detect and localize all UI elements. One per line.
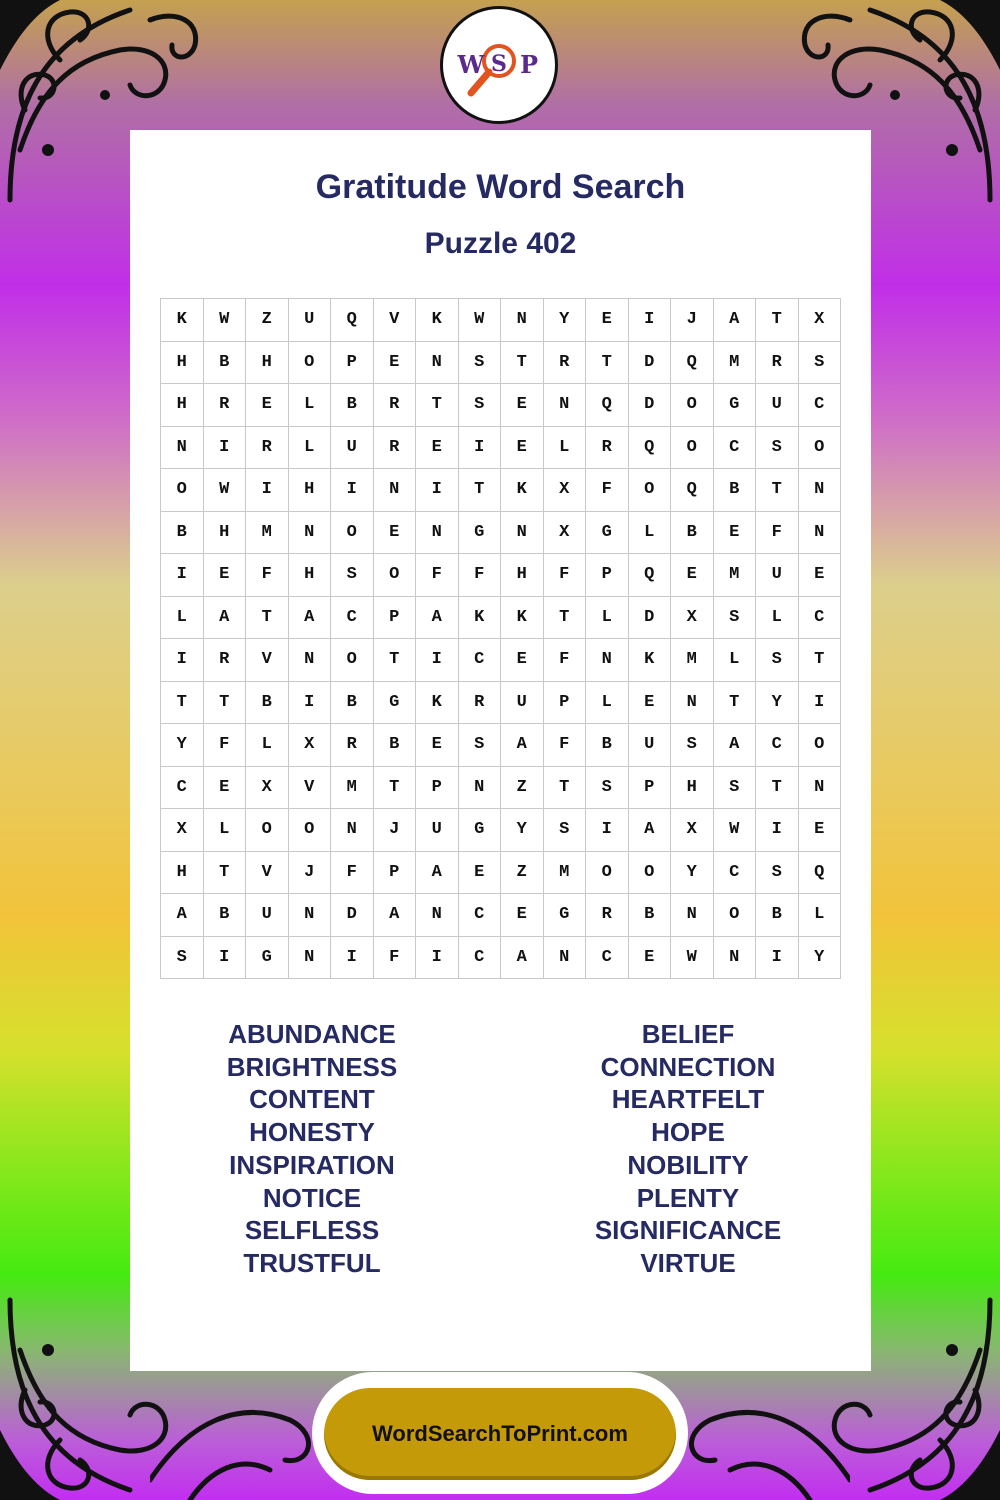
word-list-item: CONNECTION	[600, 1051, 776, 1082]
grid-cell[interactable]: C	[459, 639, 502, 682]
grid-cell[interactable]: O	[586, 852, 629, 895]
grid-cell[interactable]: N	[289, 937, 332, 980]
grid-cell[interactable]: B	[671, 512, 714, 555]
grid-cell[interactable]: K	[459, 597, 502, 640]
grid-cell[interactable]: R	[544, 342, 587, 385]
grid-cell[interactable]: I	[246, 469, 289, 512]
grid-cell[interactable]: F	[204, 724, 247, 767]
grid-cell[interactable]: K	[416, 682, 459, 725]
grid-cell[interactable]: D	[331, 894, 374, 937]
grid-cell[interactable]: Q	[671, 342, 714, 385]
word-list-item: SIGNIFICANCE	[594, 1215, 782, 1246]
word-list-right	[548, 1018, 828, 1280]
grid-cell[interactable]: K	[501, 597, 544, 640]
grid-cell[interactable]: J	[289, 852, 332, 895]
grid-cell[interactable]: E	[629, 937, 672, 980]
grid-cell[interactable]: G	[586, 512, 629, 555]
grid-cell[interactable]: X	[246, 767, 289, 810]
grid-cell[interactable]: I	[331, 469, 374, 512]
grid-cell[interactable]: G	[459, 512, 502, 555]
grid-cell[interactable]: P	[629, 767, 672, 810]
grid-cell[interactable]: O	[629, 852, 672, 895]
grid-cell[interactable]: U	[756, 384, 799, 427]
grid-cell[interactable]: K	[501, 469, 544, 512]
grid-cell[interactable]: C	[459, 894, 502, 937]
grid-cell[interactable]: S	[161, 937, 204, 980]
grid-cell[interactable]: A	[374, 894, 417, 937]
grid-cell[interactable]: T	[756, 469, 799, 512]
word-list-item: HEARTFELT	[611, 1084, 765, 1115]
word-list-item: HOPE	[651, 1117, 725, 1148]
grid-cell[interactable]: T	[246, 597, 289, 640]
grid-cell[interactable]: M	[714, 342, 757, 385]
grid-cell[interactable]: L	[629, 512, 672, 555]
grid-cell[interactable]: N	[416, 342, 459, 385]
puzzle-number: Puzzle 402	[424, 227, 577, 260]
word-list-item: HONESTY	[249, 1117, 375, 1148]
grid-cell[interactable]: N	[331, 809, 374, 852]
word-list-item: NOBILITY	[627, 1149, 749, 1180]
grid-cell[interactable]: I	[629, 299, 672, 342]
grid-cell[interactable]: W	[671, 937, 714, 980]
grid-cell[interactable]: U	[289, 299, 332, 342]
grid-cell[interactable]: N	[374, 469, 417, 512]
grid-cell[interactable]: T	[544, 767, 587, 810]
grid-cell[interactable]: A	[416, 852, 459, 895]
grid-cell[interactable]: X	[161, 809, 204, 852]
grid-cell[interactable]: H	[501, 554, 544, 597]
grid-cell[interactable]: T	[374, 639, 417, 682]
grid-cell[interactable]: G	[459, 809, 502, 852]
grid-cell[interactable]: D	[629, 597, 672, 640]
grid-cell[interactable]: T	[799, 639, 842, 682]
grid-cell[interactable]: S	[714, 597, 757, 640]
grid-cell[interactable]: X	[289, 724, 332, 767]
grid-cell[interactable]: M	[246, 512, 289, 555]
grid-cell[interactable]: R	[459, 682, 502, 725]
grid-cell[interactable]: B	[246, 682, 289, 725]
grid-cell[interactable]: Z	[501, 852, 544, 895]
grid-cell[interactable]: O	[246, 809, 289, 852]
logo-letter-s: S	[491, 51, 507, 77]
grid-cell[interactable]: E	[714, 512, 757, 555]
grid-cell[interactable]: P	[374, 852, 417, 895]
grid-cell[interactable]: U	[246, 894, 289, 937]
grid-cell[interactable]: I	[289, 682, 332, 725]
grid-cell[interactable]: K	[416, 299, 459, 342]
grid-cell[interactable]: I	[459, 427, 502, 470]
grid-cell[interactable]: R	[586, 427, 629, 470]
grid-cell[interactable]: B	[756, 894, 799, 937]
grid-cell[interactable]: I	[161, 639, 204, 682]
grid-cell[interactable]: O	[289, 809, 332, 852]
grid-cell[interactable]: U	[416, 809, 459, 852]
grid-cell[interactable]: U	[756, 554, 799, 597]
grid-cell[interactable]: Y	[756, 682, 799, 725]
grid-cell[interactable]: E	[459, 852, 502, 895]
grid-cell[interactable]: G	[246, 937, 289, 980]
grid-cell[interactable]: A	[629, 809, 672, 852]
grid-cell[interactable]: O	[714, 894, 757, 937]
grid-cell[interactable]: Y	[501, 809, 544, 852]
grid-cell[interactable]: F	[331, 852, 374, 895]
grid-cell[interactable]: I	[799, 682, 842, 725]
grid-cell[interactable]: I	[586, 809, 629, 852]
grid-cell[interactable]: N	[459, 767, 502, 810]
grid-cell[interactable]: F	[416, 554, 459, 597]
grid-cell[interactable]: N	[671, 894, 714, 937]
grid-cell[interactable]: E	[501, 894, 544, 937]
grid-cell[interactable]: O	[799, 427, 842, 470]
grid-cell[interactable]: O	[289, 342, 332, 385]
grid-cell[interactable]: E	[586, 299, 629, 342]
grid-cell[interactable]: G	[374, 682, 417, 725]
grid-cell[interactable]: W	[204, 299, 247, 342]
grid-cell[interactable]: Q	[331, 299, 374, 342]
grid-cell[interactable]: S	[799, 342, 842, 385]
grid-cell[interactable]: C	[799, 384, 842, 427]
grid-cell[interactable]: S	[756, 852, 799, 895]
grid-cell[interactable]: O	[671, 427, 714, 470]
grid-cell[interactable]: N	[289, 894, 332, 937]
grid-cell[interactable]: T	[374, 767, 417, 810]
grid-cell[interactable]: V	[289, 767, 332, 810]
grid-cell[interactable]: H	[671, 767, 714, 810]
grid-cell[interactable]: O	[161, 469, 204, 512]
grid-cell[interactable]: B	[374, 724, 417, 767]
grid-cell[interactable]: Y	[799, 937, 842, 980]
grid-cell[interactable]: N	[161, 427, 204, 470]
grid-cell[interactable]: E	[204, 767, 247, 810]
grid-cell[interactable]: S	[331, 554, 374, 597]
grid-cell[interactable]: Q	[671, 469, 714, 512]
grid-cell[interactable]: G	[544, 894, 587, 937]
grid-cell[interactable]: N	[544, 384, 587, 427]
grid-cell[interactable]: C	[586, 937, 629, 980]
word-list-item: PLENTY	[636, 1182, 740, 1213]
grid-cell[interactable]: C	[714, 852, 757, 895]
grid-cell[interactable]: L	[246, 724, 289, 767]
grid-cell[interactable]: E	[629, 682, 672, 725]
grid-cell[interactable]: T	[204, 852, 247, 895]
word-list-left	[172, 1018, 452, 1280]
grid-cell[interactable]: B	[714, 469, 757, 512]
grid-cell[interactable]: N	[714, 937, 757, 980]
grid-cell[interactable]: E	[501, 639, 544, 682]
grid-cell[interactable]: N	[544, 937, 587, 980]
grid-cell[interactable]: H	[161, 384, 204, 427]
word-list-item: CONTENT	[249, 1084, 375, 1115]
grid-cell[interactable]: T	[459, 469, 502, 512]
grid-cell[interactable]: S	[459, 342, 502, 385]
grid-cell[interactable]: Z	[246, 299, 289, 342]
grid-cell[interactable]: Q	[799, 852, 842, 895]
logo-letter-p: P	[519, 50, 539, 79]
grid-cell[interactable]: B	[629, 894, 672, 937]
grid-cell[interactable]: T	[756, 299, 799, 342]
site-logo	[440, 6, 558, 124]
grid-cell[interactable]: A	[714, 299, 757, 342]
grid-cell[interactable]: R	[204, 384, 247, 427]
grid-cell[interactable]: L	[289, 384, 332, 427]
grid-cell[interactable]: A	[289, 597, 332, 640]
grid-cell[interactable]: A	[204, 597, 247, 640]
grid-cell[interactable]: P	[374, 597, 417, 640]
grid-cell[interactable]: F	[459, 554, 502, 597]
grid-cell[interactable]: P	[416, 767, 459, 810]
grid-cell[interactable]: M	[671, 639, 714, 682]
grid-cell[interactable]: J	[671, 299, 714, 342]
grid-cell[interactable]: K	[629, 639, 672, 682]
grid-cell[interactable]: U	[501, 682, 544, 725]
grid-cell[interactable]: B	[331, 384, 374, 427]
grid-cell[interactable]: V	[246, 852, 289, 895]
grid-cell[interactable]: S	[459, 384, 502, 427]
grid-cell[interactable]: X	[799, 299, 842, 342]
grid-cell[interactable]: R	[331, 724, 374, 767]
grid-cell[interactable]: P	[544, 682, 587, 725]
grid-cell[interactable]: N	[799, 767, 842, 810]
grid-cell[interactable]: U	[629, 724, 672, 767]
grid-cell[interactable]: N	[501, 512, 544, 555]
grid-cell[interactable]: M	[544, 852, 587, 895]
grid-cell[interactable]: W	[459, 299, 502, 342]
grid-cell[interactable]: T	[416, 384, 459, 427]
grid-cell[interactable]: F	[756, 512, 799, 555]
grid-cell[interactable]: T	[501, 342, 544, 385]
grid-cell[interactable]: T	[756, 767, 799, 810]
grid-cell[interactable]: N	[586, 639, 629, 682]
grid-cell[interactable]: L	[161, 597, 204, 640]
grid-cell[interactable]: O	[629, 469, 672, 512]
grid-cell[interactable]: A	[501, 724, 544, 767]
grid-cell[interactable]: H	[161, 852, 204, 895]
grid-cell[interactable]: I	[204, 937, 247, 980]
grid-cell[interactable]: S	[459, 724, 502, 767]
grid-cell[interactable]: S	[586, 767, 629, 810]
grid-cell[interactable]: E	[416, 724, 459, 767]
grid-cell[interactable]: T	[161, 682, 204, 725]
logo-letter-w: W	[457, 50, 485, 79]
grid-cell[interactable]: S	[756, 427, 799, 470]
puzzle-sheet	[130, 130, 871, 1371]
grid-cell[interactable]: N	[289, 512, 332, 555]
word-list-item: BRIGHTNESS	[226, 1051, 398, 1082]
grid-cell[interactable]: T	[204, 682, 247, 725]
grid-cell[interactable]: X	[544, 469, 587, 512]
letter-grid	[160, 298, 841, 979]
grid-cell[interactable]: F	[544, 554, 587, 597]
grid-cell[interactable]: Y	[671, 852, 714, 895]
grid-cell[interactable]: Q	[629, 427, 672, 470]
grid-cell[interactable]: F	[586, 469, 629, 512]
grid-cell[interactable]: L	[586, 682, 629, 725]
grid-cell[interactable]: H	[246, 342, 289, 385]
grid-cell[interactable]: I	[331, 937, 374, 980]
grid-cell[interactable]: O	[799, 724, 842, 767]
grid-cell[interactable]: R	[586, 894, 629, 937]
grid-cell[interactable]: E	[501, 384, 544, 427]
grid-cell[interactable]: O	[331, 512, 374, 555]
grid-cell[interactable]: Y	[161, 724, 204, 767]
grid-cell[interactable]: F	[544, 639, 587, 682]
grid-cell[interactable]: N	[799, 512, 842, 555]
grid-cell[interactable]: E	[204, 554, 247, 597]
grid-cell[interactable]: F	[246, 554, 289, 597]
grid-cell[interactable]: U	[331, 427, 374, 470]
grid-cell[interactable]: K	[161, 299, 204, 342]
grid-cell[interactable]: I	[756, 809, 799, 852]
grid-cell[interactable]: C	[161, 767, 204, 810]
grid-cell[interactable]: C	[459, 937, 502, 980]
grid-cell[interactable]: S	[714, 767, 757, 810]
grid-cell[interactable]: L	[204, 809, 247, 852]
grid-cell[interactable]: I	[161, 554, 204, 597]
grid-cell[interactable]: I	[416, 469, 459, 512]
grid-cell[interactable]: I	[416, 937, 459, 980]
grid-cell[interactable]: X	[671, 597, 714, 640]
grid-cell[interactable]: Q	[586, 384, 629, 427]
grid-cell[interactable]: O	[331, 639, 374, 682]
grid-cell[interactable]: C	[331, 597, 374, 640]
site-link-button[interactable]: WordSearchToPrint.com	[324, 1388, 676, 1480]
grid-cell[interactable]: B	[161, 512, 204, 555]
grid-cell[interactable]: X	[671, 809, 714, 852]
grid-cell[interactable]: I	[416, 639, 459, 682]
grid-cell[interactable]: S	[756, 639, 799, 682]
grid-cell[interactable]: M	[331, 767, 374, 810]
grid-cell[interactable]: V	[374, 299, 417, 342]
grid-cell[interactable]: H	[204, 512, 247, 555]
grid-cell[interactable]: M	[714, 554, 757, 597]
grid-cell[interactable]: N	[671, 682, 714, 725]
grid-cell[interactable]: C	[799, 597, 842, 640]
word-list-item: VIRTUE	[640, 1247, 736, 1278]
grid-cell[interactable]: L	[586, 597, 629, 640]
grid-cell[interactable]: W	[204, 469, 247, 512]
page-title: Gratitude Word Search	[315, 168, 686, 206]
grid-cell[interactable]: F	[374, 937, 417, 980]
word-list-item: NOTICE	[262, 1182, 362, 1213]
grid-cell[interactable]: W	[714, 809, 757, 852]
grid-cell[interactable]: E	[671, 554, 714, 597]
word-list-item: INSPIRATION	[229, 1149, 395, 1180]
grid-cell[interactable]: R	[756, 342, 799, 385]
grid-cell[interactable]: J	[374, 809, 417, 852]
grid-cell[interactable]: N	[416, 512, 459, 555]
grid-cell[interactable]: Q	[629, 554, 672, 597]
word-list-item: TRUSTFUL	[243, 1247, 381, 1278]
grid-cell[interactable]: P	[331, 342, 374, 385]
grid-cell[interactable]: L	[756, 597, 799, 640]
grid-cell[interactable]: C	[714, 427, 757, 470]
grid-cell[interactable]: H	[289, 554, 332, 597]
grid-cell[interactable]: P	[586, 554, 629, 597]
grid-cell[interactable]: B	[204, 894, 247, 937]
grid-cell[interactable]: I	[204, 427, 247, 470]
grid-cell[interactable]: R	[374, 427, 417, 470]
grid-cell[interactable]: L	[799, 894, 842, 937]
grid-cell[interactable]: S	[671, 724, 714, 767]
grid-cell[interactable]: N	[289, 639, 332, 682]
grid-cell[interactable]: D	[629, 342, 672, 385]
grid-cell[interactable]: H	[289, 469, 332, 512]
grid-cell[interactable]: E	[799, 809, 842, 852]
grid-cell[interactable]: A	[501, 937, 544, 980]
grid-cell[interactable]: R	[204, 639, 247, 682]
grid-cell[interactable]: I	[756, 937, 799, 980]
grid-cell[interactable]: Y	[544, 299, 587, 342]
grid-cell[interactable]: L	[544, 427, 587, 470]
grid-cell[interactable]: B	[331, 682, 374, 725]
grid-cell[interactable]: D	[629, 384, 672, 427]
grid-cell[interactable]: X	[544, 512, 587, 555]
grid-cell[interactable]: Z	[501, 767, 544, 810]
grid-cell[interactable]: L	[289, 427, 332, 470]
word-list-item: BELIEF	[641, 1019, 735, 1049]
word-list-item: ABUNDANCE	[228, 1019, 396, 1049]
grid-cell[interactable]: B	[586, 724, 629, 767]
grid-cell[interactable]: E	[246, 384, 289, 427]
grid-cell[interactable]: E	[416, 427, 459, 470]
grid-cell[interactable]: E	[374, 512, 417, 555]
grid-cell[interactable]: A	[714, 724, 757, 767]
grid-cell[interactable]: O	[671, 384, 714, 427]
grid-cell[interactable]: S	[544, 809, 587, 852]
grid-cell[interactable]: E	[799, 554, 842, 597]
grid-cell[interactable]: T	[544, 597, 587, 640]
grid-cell[interactable]: T	[586, 342, 629, 385]
grid-cell[interactable]: C	[756, 724, 799, 767]
grid-cell[interactable]: N	[799, 469, 842, 512]
grid-cell[interactable]: N	[416, 894, 459, 937]
grid-cell[interactable]: O	[374, 554, 417, 597]
grid-cell[interactable]: A	[416, 597, 459, 640]
grid-cell[interactable]: B	[204, 342, 247, 385]
grid-cell[interactable]: T	[714, 682, 757, 725]
grid-cell[interactable]: F	[544, 724, 587, 767]
grid-cell[interactable]: L	[714, 639, 757, 682]
grid-cell[interactable]: N	[501, 299, 544, 342]
magnifier-icon	[449, 15, 549, 115]
grid-cell[interactable]: R	[374, 384, 417, 427]
grid-cell[interactable]: A	[161, 894, 204, 937]
grid-cell[interactable]: V	[246, 639, 289, 682]
grid-cell[interactable]: G	[714, 384, 757, 427]
grid-cell[interactable]: E	[501, 427, 544, 470]
grid-cell[interactable]: E	[374, 342, 417, 385]
grid-cell[interactable]: R	[246, 427, 289, 470]
grid-cell[interactable]: H	[161, 342, 204, 385]
word-list-item: SELFLESS	[244, 1215, 380, 1246]
